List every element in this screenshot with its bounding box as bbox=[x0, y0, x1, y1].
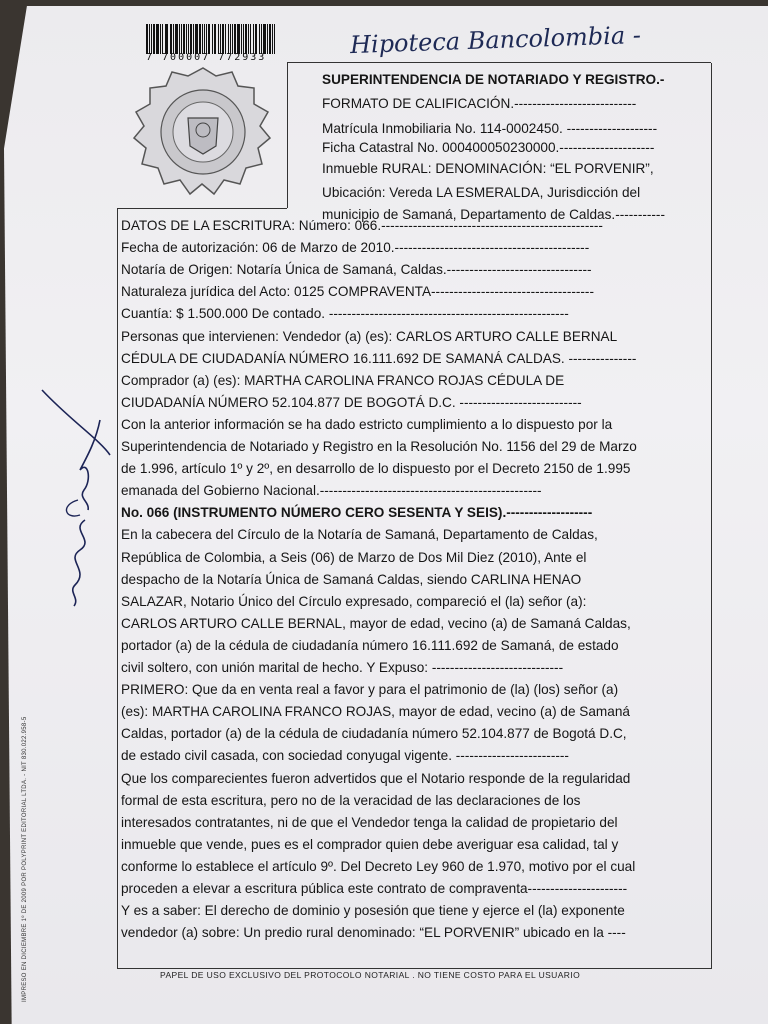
body-line: de estado civil casada, con sociedad conyugal vigente. ------------------------- bbox=[121, 748, 569, 764]
body-line: Con la anterior información se ha dado estricto cumplimiento a lo dispuesto por la bbox=[121, 416, 613, 432]
barcode-bar bbox=[151, 24, 152, 54]
body-line: vendedor (a) sobre: Un predio rural denominado: “EL PORVENIR” ubicado en la ---- bbox=[121, 925, 626, 941]
barcode-bar bbox=[208, 24, 210, 54]
barcode-bar bbox=[156, 24, 159, 54]
body-line: Caldas, portador (a) de la cédula de ciudadanía número 52.104.877 de Bogotá D.C, bbox=[121, 726, 627, 742]
barcode-bar bbox=[259, 24, 260, 54]
barcode-bar bbox=[204, 24, 205, 54]
body-line: SALAZAR, Notario Único del Círculo expresado, compareció el (la) señor (a): bbox=[121, 593, 587, 609]
body-line: proceden a elevar a escritura pública este contrato de compraventa---------------------- bbox=[121, 881, 628, 896]
body-line: Fecha de autorización: 06 de Marzo de 2010.------------------------------------------- bbox=[121, 240, 590, 256]
barcode-bar bbox=[190, 24, 192, 54]
page-footer: PAPEL DE USO EXCLUSIVO DEL PROTOCOLO NOTARIAL . NO TIENE COSTO PARA EL USUARIO bbox=[160, 970, 581, 980]
barcode-bar bbox=[263, 24, 266, 54]
barcode-bar bbox=[272, 24, 273, 54]
barcode-bar bbox=[149, 24, 150, 54]
barcode-bar bbox=[160, 24, 161, 54]
barcode-bar bbox=[153, 24, 155, 54]
body-line: (es): MARTHA CAROLINA FRANCO ROJAS, mayor de edad, vecino (a) de Samaná bbox=[121, 704, 630, 720]
body-line: República de Colombia, a Seis (06) de Marzo de Dos Mil Diez (2010), Ante el bbox=[121, 549, 587, 565]
barcode-bar bbox=[218, 24, 219, 54]
barcode-bar bbox=[195, 24, 198, 54]
barcode-bar bbox=[202, 24, 203, 54]
barcode-bar bbox=[186, 24, 187, 54]
barcode-bar bbox=[170, 24, 172, 54]
barcode-bar bbox=[248, 24, 249, 54]
body-line: Notaría de Origen: Notaría Única de Samaná, Caldas.-------------------------------- bbox=[121, 262, 592, 278]
barcode-bar bbox=[253, 24, 255, 54]
body-line: Personas que intervienen: Vendedor (a) (es): CARLOS ARTURO CALLE BERNAL bbox=[121, 328, 618, 344]
header-line: Inmueble RURAL: DENOMINACIÓN: “EL PORVENIR”, bbox=[322, 161, 654, 176]
barcode-bar bbox=[255, 24, 257, 54]
header-line: Ficha Catastral No. 000400050230000.--------------------- bbox=[322, 140, 655, 155]
barcode-number: 7 700007 772933 bbox=[146, 52, 267, 63]
barcode-bars bbox=[146, 24, 276, 54]
body-line: Superintendencia de Notariado y Registro en la Resolución No. 1156 del 29 de Marzo bbox=[121, 439, 637, 454]
barcode-bar bbox=[274, 24, 275, 54]
body-line: CÉDULA DE CIUDADANÍA NÚMERO 16.111.692 DE SAMANÁ CALDAS. --------------- bbox=[121, 350, 637, 366]
body-line: formal de esta escritura, pero no de la veracidad de las declaraciones de los bbox=[121, 792, 581, 808]
body-line: Y es a saber: El derecho de dominio y posesión que tiene y ejerce el (la) exponente bbox=[121, 903, 625, 919]
body-line: inmueble que vende, pues es el comprador quien debe averiguar esa calidad, tal y bbox=[121, 836, 619, 852]
barcode-bar bbox=[212, 24, 213, 54]
header-line: Ubicación: Vereda LA ESMERALDA, Jurisdicción del bbox=[322, 185, 641, 200]
handwritten-signature bbox=[30, 380, 120, 610]
barcode-bar bbox=[162, 24, 163, 54]
barcode-bar bbox=[206, 24, 207, 54]
barcode-bar bbox=[243, 24, 244, 54]
barcode-bar bbox=[225, 24, 227, 54]
barcode-bar bbox=[166, 24, 168, 54]
body-line: CIUDADANÍA NÚMERO 52.104.877 DE BOGOTÁ D.C. --------------------------- bbox=[121, 394, 582, 410]
barcode-bar bbox=[165, 24, 166, 54]
body-line: Comprador (a) (es): MARTHA CAROLINA FRANCO ROJAS CÉDULA DE bbox=[121, 372, 565, 388]
body-line: civil soltero, con unión marital de hecho. Y Expuso: ----------------------------- bbox=[121, 660, 564, 675]
barcode-bar bbox=[261, 24, 262, 54]
barcode-bar bbox=[214, 24, 217, 54]
header-line: Matrícula Inmobiliaria No. 114-0002450. -------------------- bbox=[322, 121, 658, 136]
barcode-bar bbox=[237, 24, 240, 54]
body-line: portador (a) de la cédula de ciudadanía número 16.111.692 de Samaná, de estado bbox=[121, 637, 619, 653]
barcode-bar bbox=[220, 24, 221, 54]
body-line: conforme lo establece el artículo 9º. Del Decreto Ley 960 de 1.970, motivo por el cual bbox=[121, 858, 636, 874]
header-line: municipio de Samaná, Departamento de Caldas.----------- bbox=[322, 207, 665, 222]
body-line: No. 066 (INSTRUMENTO NÚMERO CERO SESENTA Y SEIS).------------------- bbox=[121, 505, 593, 521]
barcode-bar bbox=[146, 24, 148, 54]
body-line: PRIMERO: Que da en venta real a favor y para el patrimonio de (la) (los) señor (a) bbox=[121, 682, 619, 698]
body-line: Que los comparecientes fueron advertidos que el Notario responde de la regularidad bbox=[121, 770, 631, 786]
barcode-bar bbox=[175, 24, 178, 54]
barcode-bar bbox=[232, 24, 233, 54]
body-line: de 1.996, artículo 1º y 2º, en desarrollo de lo dispuesto por el Decreto 2150 de 1.995 bbox=[121, 461, 631, 477]
barcode-bar bbox=[193, 24, 194, 54]
body-line: despacho de la Notaría Única de Samaná Caldas, siendo CARLINA HENAO bbox=[121, 571, 582, 587]
body-line: Naturaleza jurídica del Acto: 0125 COMPRAVENTA------------------------------------ bbox=[121, 284, 594, 300]
header-line: FORMATO DE CALIFICACIÓN.--------------------------- bbox=[322, 96, 637, 111]
body-line: interesados contratantes, ni de que el Vendedor tenga la calidad de propietario del bbox=[121, 814, 618, 830]
body-line: CARLOS ARTURO CALLE BERNAL, mayor de edad, vecino (a) de Samaná Caldas, bbox=[121, 615, 631, 631]
barcode-bar bbox=[269, 24, 271, 54]
barcode-bar bbox=[230, 24, 231, 54]
printer-imprint: IMPRESO EN DICIEMBRE 1º DE 2009 POR POLYPRINT EDITORIAL LTDA. - NIT 830.022.958-5 bbox=[22, 716, 28, 1002]
barcode-bar bbox=[199, 24, 201, 54]
body-line: DATOS DE LA ESCRITURA: Número: 066.------------------------------------------------- bbox=[121, 218, 603, 233]
header-line: SUPERINTENDENCIA DE NOTARIADO Y REGISTRO.- bbox=[322, 72, 665, 87]
barcode bbox=[146, 24, 276, 64]
barcode-bar bbox=[228, 24, 229, 54]
barcode-bar bbox=[267, 24, 268, 54]
barcode-bar bbox=[173, 24, 174, 54]
handwritten-note: Hipoteca Bancolombia - bbox=[349, 20, 642, 60]
body-line: emanada del Gobierno Nacional.------------------------------------------------- bbox=[121, 483, 542, 499]
barcode-bar bbox=[181, 24, 182, 54]
barcode-bar bbox=[222, 24, 224, 54]
barcode-bar bbox=[241, 24, 242, 54]
barcode-bar bbox=[183, 24, 185, 54]
body-line: Cuantía: $ 1.500.000 De contado. ----------------------------------------------------- bbox=[121, 306, 569, 322]
body-line: En la cabecera del Círculo de la Notaría de Samaná, Departamento de Caldas, bbox=[121, 527, 598, 543]
barcode-bar bbox=[179, 24, 180, 54]
barcode-bar bbox=[245, 24, 247, 54]
barcode-bar bbox=[188, 24, 189, 54]
barcode-bar bbox=[234, 24, 236, 54]
barcode-bar bbox=[250, 24, 251, 54]
